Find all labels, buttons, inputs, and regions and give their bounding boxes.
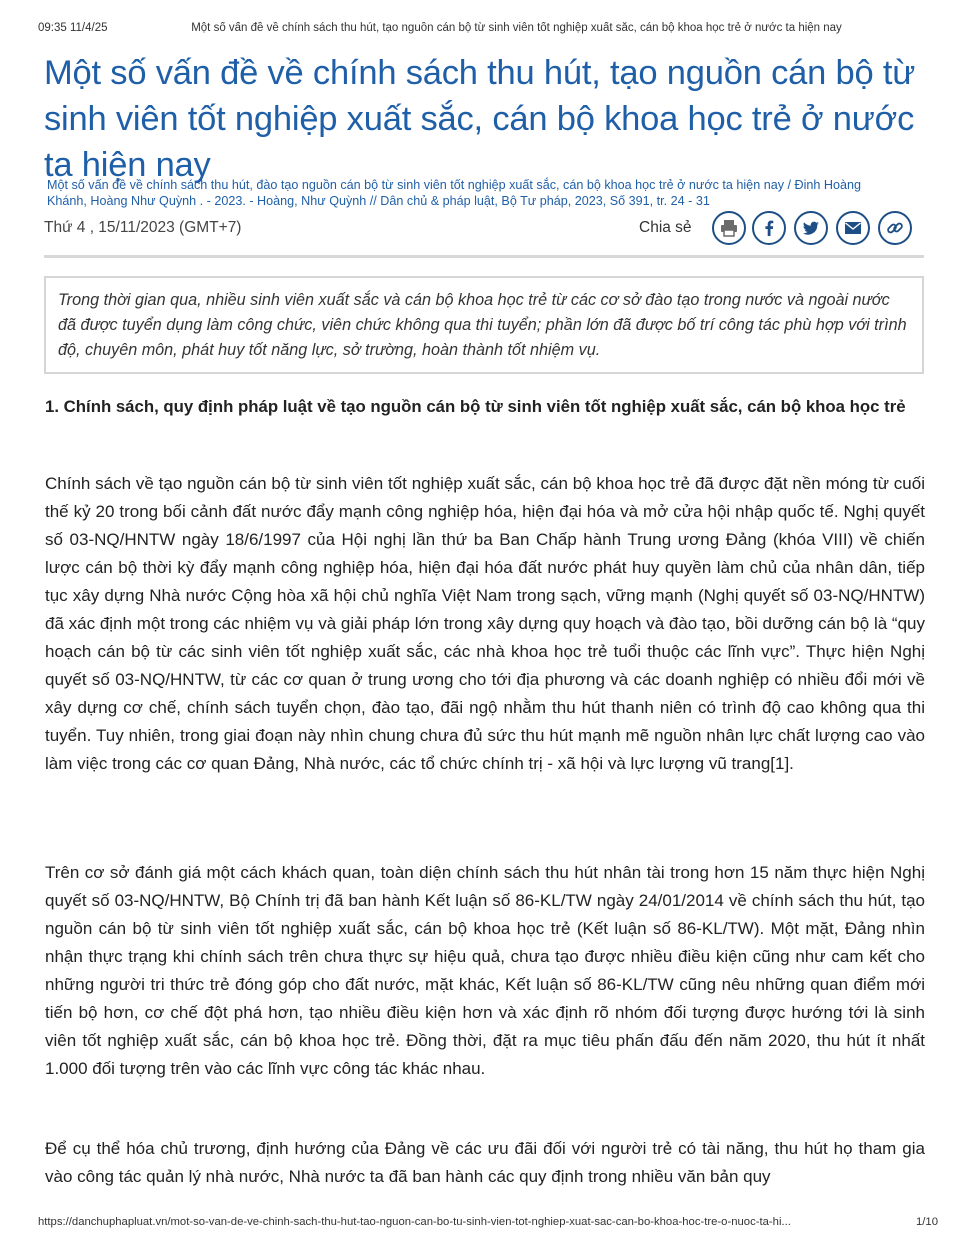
twitter-icon (801, 218, 821, 238)
article-title: Một số vấn đề về chính sách thu hút, tạo nguồn cán bộ từ sinh viên tốt nghiệp xuất sắc, cán bộ khoa học trẻ ở nước ta hiện nay (44, 54, 916, 184)
share-label: Chia sẻ (639, 219, 692, 236)
article-citation[interactable]: Một số vấn đề về chính sách thu hút, đào tạo nguồn cán bộ từ sinh viên tốt nghiệp xuất sắc, cán bộ khoa học trẻ ở nước ta hiện nay / Đinh Hoàng Khánh, Hoàng Như Quỳnh . - 2023. - Hoàng, Như Quỳnh // Dân chủ & pháp luật, Bộ Tư pháp, 2023, Số 391, tr. 24 - 31 (47, 178, 862, 208)
email-share-button[interactable] (836, 211, 870, 245)
print-footer (38, 1216, 938, 1232)
facebook-icon (759, 218, 779, 238)
article-meta (44, 211, 924, 247)
print-button[interactable] (712, 211, 746, 245)
print-header (38, 22, 939, 34)
page-url: https://danchuphapluat.vn/mot-so-van-de-ve-chinh-sach-thu-hut-tao-nguon-can-bo-tu-sinh-vien-tot-nghiep-xuat-sac-can-bo-khoa-hoc-tre-o-nuoc-ta-hi... (38, 1216, 791, 1228)
facebook-share-button[interactable] (752, 211, 786, 245)
email-icon (843, 218, 863, 238)
body-paragraph: Trên cơ sở đánh giá một cách khách quan, toàn diện chính sách thu hút nhân tài trong hơn 15 năm thực hiện Nghị quyết số 03-NQ/HNTW, Bộ Chính trị đã ban hành Kết luận số 86-KL/TW ngày 24/01/2014 về chính sách thu hút, tạo nguồn cán bộ từ sinh viên tốt nghiệp xuất sắc, cán bộ khoa học trẻ (Kết luận số 86-KL/TW). Một mặt, Đảng nhìn nhận thực trạng khi chính sách trên chưa thực sự hiệu quả, chưa tạo được nhiều điều kiện cũng như cam kết cho những người tri thức trẻ đóng góp cho đất nước, mặt khác, Kết luận số 86-KL/TW cũng nêu những quan điểm mới tiến bộ hơn, cơ chế đột phá hơn, tạo nhiều điều kiện hơn và xác định rõ nhóm đối tượng được hướng tới là sinh viên tốt nghiệp xuất sắc, cán bộ khoa học trẻ. Đồng thời, đặt ra mục tiêu phấn đấu đến năm 2020, thu hút ít nhất 1.000 đối tượng trên vào các lĩnh vực công tác khác nhau. (45, 863, 925, 1078)
body-paragraph: Chính sách về tạo nguồn cán bộ từ sinh viên tốt nghiệp xuất sắc, cán bộ khoa học trẻ đã được đặt nền móng từ cuối thế kỷ 20 trong bối cảnh đất nước đẩy mạnh công nghiệp hóa, hiện đại hóa và mở cửa hội nhập quốc tế. Nghị quyết số 03-NQ/HNTW ngày 18/6/1997 của Hội nghị lần thứ ba Ban Chấp hành Trung ương Đảng (khóa VIII) về chiến lược cán bộ thời kỳ đẩy mạnh công nghiệp hóa, hiện đại hóa đất nước phát huy quyền làm chủ của nhân dân, tiếp tục xây dựng Nhà nước Cộng hòa xã hội chủ nghĩa Việt Nam trong sạch, vững mạnh (Nghị quyết số 03-NQ/HNTW) đã xác định một trong các nhiệm vụ và giải pháp lớn trong xây dựng quy hoạch và đào tạo, bồi dưỡng cán bộ là “quy hoạch cán bộ từ các sinh viên tốt nghiệp xuất sắc, các nhà khoa học trẻ tuổi thuộc các lĩnh vực”. Thực hiện Nghị quyết số 03-NQ/HNTW, từ các cơ quan ở trung ương cho tới địa phương và các doanh nghiệp có nhiều đổi mới về xây dựng cơ chế, chính sách tuyển chọn, đào tạo, đãi ngộ nhằm thu hút thanh niên có trình độ cao không qua thi tuyển. Tuy nhiên, trong giai đoạn này nhìn chung chưa đủ sức thu hút mạnh mẽ nguồn nhân lực chất lượng cao vào làm việc trong các cơ quan Đảng, Nhà nước, các tổ chức chính trị - xã hội và lực lượng vũ trang[1]. (45, 474, 925, 773)
article-summary: Trong thời gian qua, nhiều sinh viên xuất sắc và cán bộ khoa học trẻ từ các cơ sở đào tạo trong nước và ngoài nước đã được tuyển dụng làm công chức, viên chức không qua thi tuyển; phần lớn đã được bố trí công tác phù hợp với trình độ, chuyên môn, phát huy tốt năng lực, sở trường, hoàn thành tốt nhiệm vụ. (44, 276, 924, 374)
publish-date: Thứ 4 , 15/11/2023 (GMT+7) (44, 219, 242, 236)
print-icon (719, 218, 739, 238)
body-paragraph: Để cụ thể hóa chủ trương, định hướng của Đảng về các ưu đãi đối với người trẻ có tài năng, thu hút họ tham gia vào công tác quản lý nhà nước, Nhà nước ta đã ban hành các quy định trong nhiều văn bản quy (45, 1139, 925, 1186)
header-divider (44, 255, 924, 258)
print-datetime: 09:35 11/4/25 (38, 22, 108, 34)
twitter-share-button[interactable] (794, 211, 828, 245)
page-number: 1/10 (916, 1216, 938, 1228)
link-icon (885, 218, 905, 238)
section-heading: 1. Chính sách, quy định pháp luật về tạo nguồn cán bộ từ sinh viên tốt nghiệp xuất sắc, cán bộ khoa học trẻ (45, 397, 906, 416)
copy-link-button[interactable] (878, 211, 912, 245)
print-doc-title: Một số vấn đề về chính sách thu hút, tạo nguồn cán bộ từ sinh viên tốt nghiệp xuất sắc, cán bộ khoa học trẻ ở nước ta hiện nay (191, 22, 842, 34)
